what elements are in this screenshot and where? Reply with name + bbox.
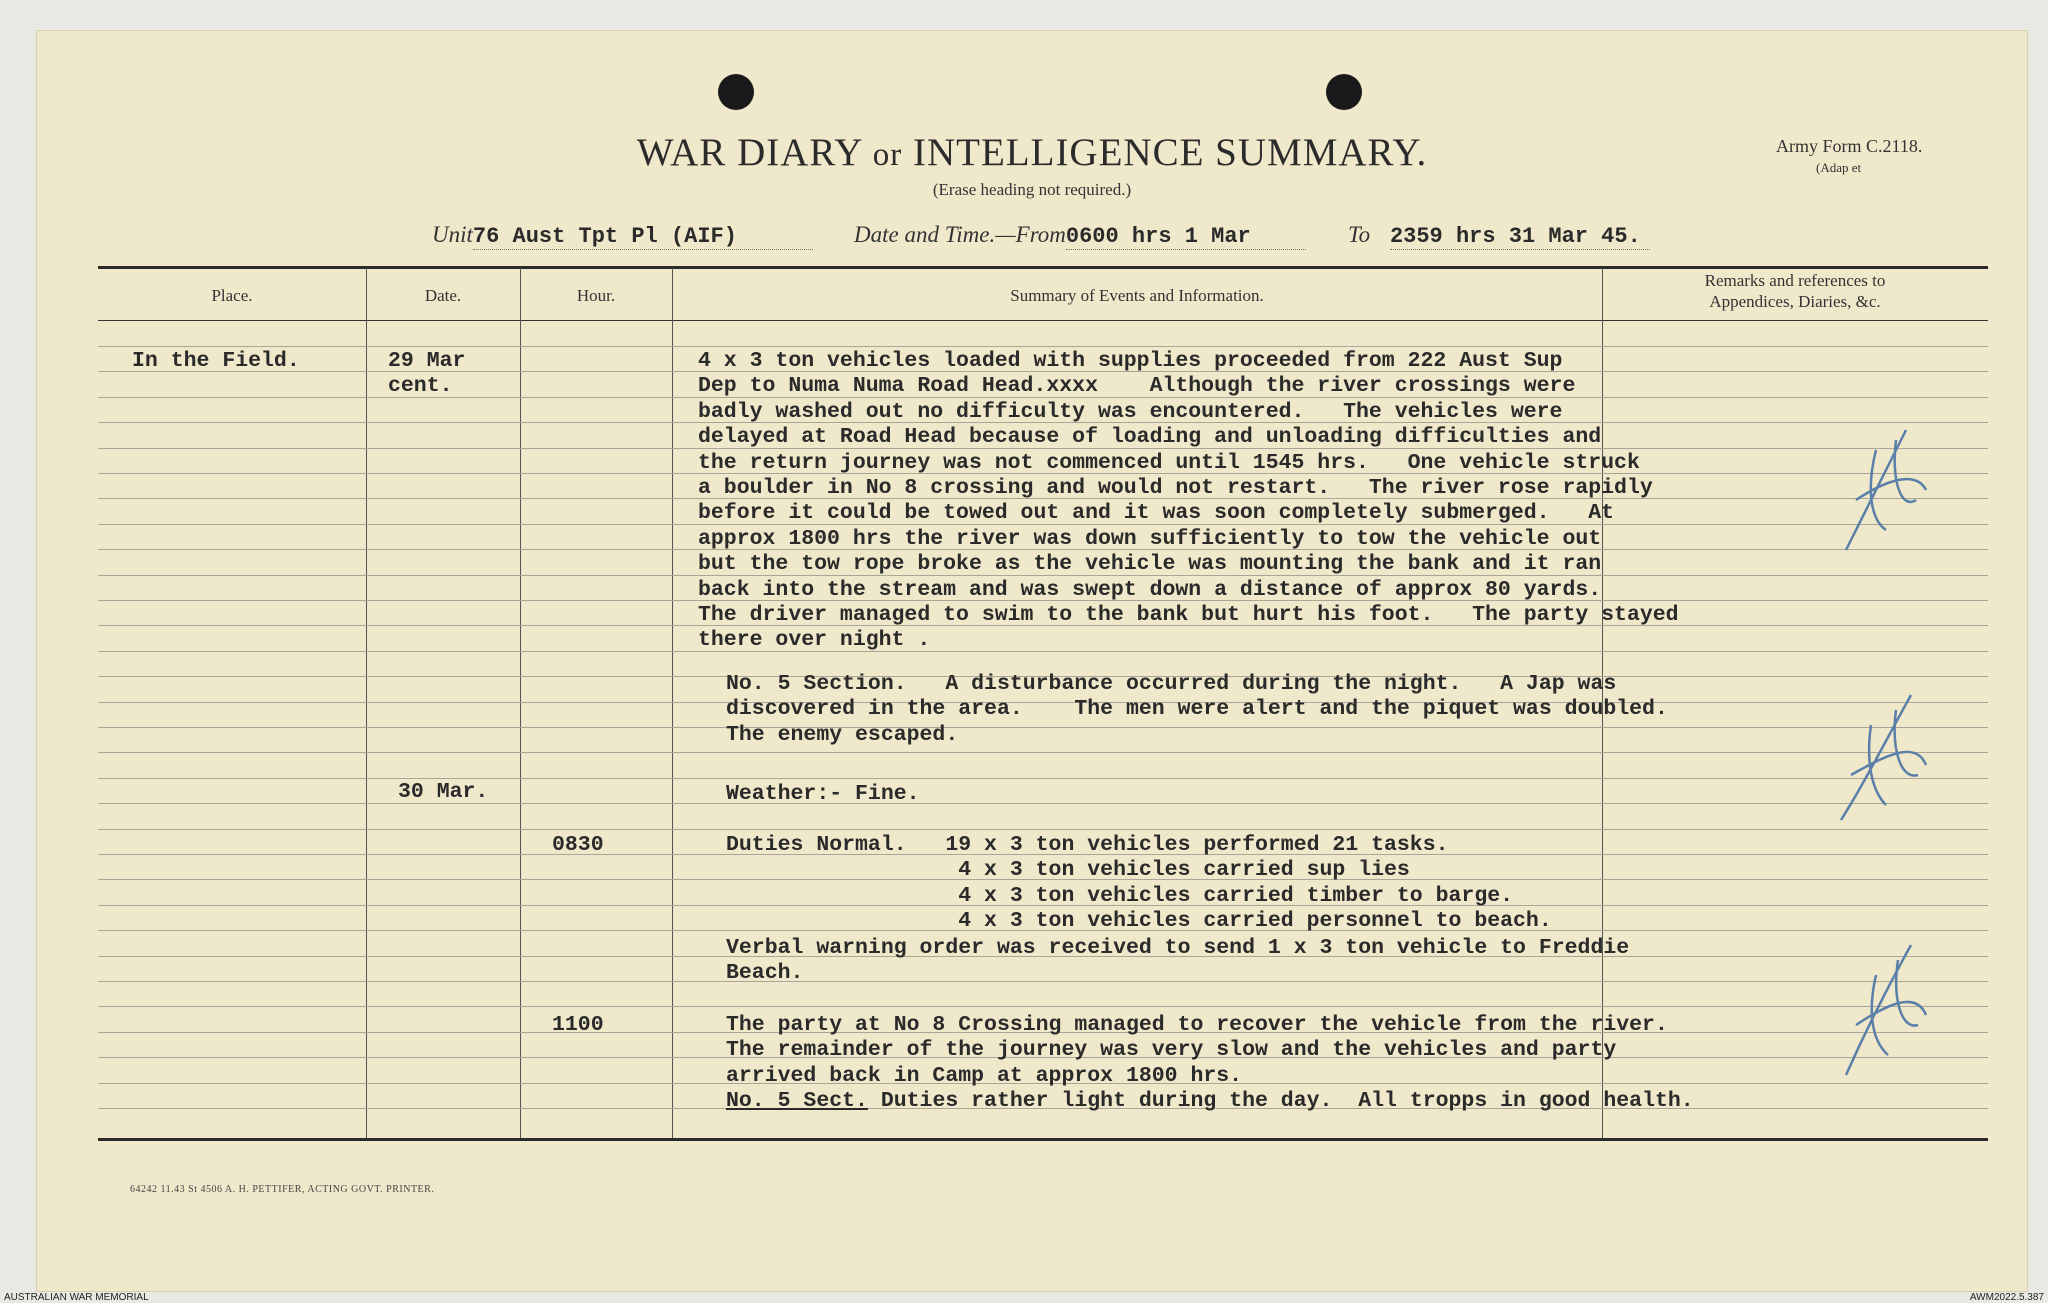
table-bottom-border [98,1138,1988,1141]
text-line: back into the stream and was swept down a distance of approx 80 yards. [698,577,1602,602]
text-line: badly washed out no difficulty was encountered. The vehicles were [698,399,1563,424]
ruled-line [98,752,1988,753]
summary-last-line: No. 5 Sect. Duties rather light during the day. All tropps in good health. [726,1089,1694,1113]
unit-field: Unit76 Aust Tpt Pl (AIF) [432,222,813,250]
text-line: The driver managed to swim to the bank but hurt his foot. The party stayed [698,603,1679,628]
text-line: The remainder of the journey was very slow and the vehicles and party [726,1038,1617,1063]
hour-entry-2: 1100 [552,1013,604,1037]
date-to-field: To 2359 hrs 31 Mar 45. [1348,222,1650,250]
duties-entry [726,833,1552,935]
text-line: Dep to Numa Numa Road Head.xxxx Although the river crossings were [698,374,1576,399]
text-line: 4 x 3 ton vehicles loaded with supplies proceeded from 222 Aust Sup [698,349,1563,373]
col-divider-1 [366,268,367,1138]
summary-para-2 [726,672,1668,748]
table-top-border [98,266,1988,269]
date-field: Date and Time.—From0600 hrs 1 Mar [854,222,1306,250]
date-entry-2: 30 Mar. [398,780,489,804]
text-line: The party at No 8 Crossing managed to recover the vehicle from the river. [726,1013,1668,1037]
ruled-line [98,1006,1988,1007]
text-line: Duties Normal. 19 x 3 ton vehicles performed 21 tasks. [726,833,1449,857]
unit-value: 76 Aust Tpt Pl (AIF) [473,224,813,250]
diary-page [36,30,2028,1292]
signature-initials-2 [1826,680,1936,830]
page-title: WAR DIARY or INTELLIGENCE SUMMARY. [636,131,1428,174]
text-line: 4 x 3 ton vehicles carried personnel to beach. [726,909,1552,934]
text-line: arrived back in Camp at approx 1800 hrs. [726,1063,1243,1088]
text-line: a boulder in No 8 crossing and would not restart. The river rose rapidly [698,476,1653,501]
ruled-line [98,346,1988,347]
place-entry: In the Field. [132,349,300,373]
archive-credit: AUSTRALIAN WAR MEMORIAL [4,1292,149,1303]
punch-hole-left [718,74,754,110]
ruled-line [98,778,1988,779]
summary-para-1 [698,349,1679,654]
text-line: discovered in the area. The men were alert and the piquet was doubled. [726,697,1668,722]
date-from: 0600 hrs 1 Mar [1066,224,1306,250]
page-subtitle: (Erase heading not required.) [932,180,1132,199]
summary-para-3 [726,1013,1668,1089]
text-line: 4 x 3 ton vehicles carried timber to barge. [726,883,1514,908]
printer-footer: 64242 11.43 St 4506 A. H. PETTIFER, ACTING GOVT. PRINTER. [130,1184,435,1195]
text-line: Verbal warning order was received to send 1 x 3 ton vehicle to Freddie [726,936,1630,960]
text-line: but the tow rope broke as the vehicle was mounting the bank and it ran [698,552,1602,577]
verbal-order-entry [726,936,1629,987]
hour-entry-1: 0830 [552,833,604,857]
text-line: delayed at Road Head because of loading and unloading difficulties and [698,425,1602,450]
text-line: there over night . [698,628,931,653]
date-entry-1: 29 Mar cent. [388,349,466,399]
army-form-sub: (Adap et [1816,160,1862,175]
col-divider-3 [672,268,673,1138]
col-divider-2 [520,268,521,1138]
col-header-summary: Summary of Events and Information. [1010,286,1264,305]
signature-initials-3 [1826,930,1936,1080]
text-line: the return journey was not commenced until 1545 hrs. One vehicle struck [698,450,1640,475]
ruled-line [98,829,1988,830]
col-header-remarks: Remarks and references to Appendices, Diaries, &c. [1704,271,1886,311]
date-to: 2359 hrs 31 Mar 45. [1390,224,1650,250]
army-form-ref: Army Form C.2118. [1776,136,1923,156]
text-line: approx 1800 hrs the river was down sufficiently to tow the vehicle out [698,526,1602,551]
text-line: before it could be towed out and it was soon completely submerged. At [698,501,1615,526]
col-header-hour: Hour. [576,286,616,305]
text-line: Beach. [726,961,804,986]
text-line: 4 x 3 ton vehicles carried sup lies [726,858,1410,883]
header-divider [98,320,1988,321]
text-line: No. 5 Section. A disturbance occurred during the night. A Jap was [726,672,1617,696]
weather-entry: Weather:- Fine. [726,782,920,806]
ruled-line [98,803,1988,804]
col-header-date: Date. [424,286,462,305]
col-header-place: Place. [211,286,253,305]
text-line: The enemy escaped. [726,722,959,747]
signature-initials-1 [1826,410,1936,560]
punch-hole-right [1326,74,1362,110]
archive-reference: AWM2022.5.387 [1969,1292,2044,1303]
